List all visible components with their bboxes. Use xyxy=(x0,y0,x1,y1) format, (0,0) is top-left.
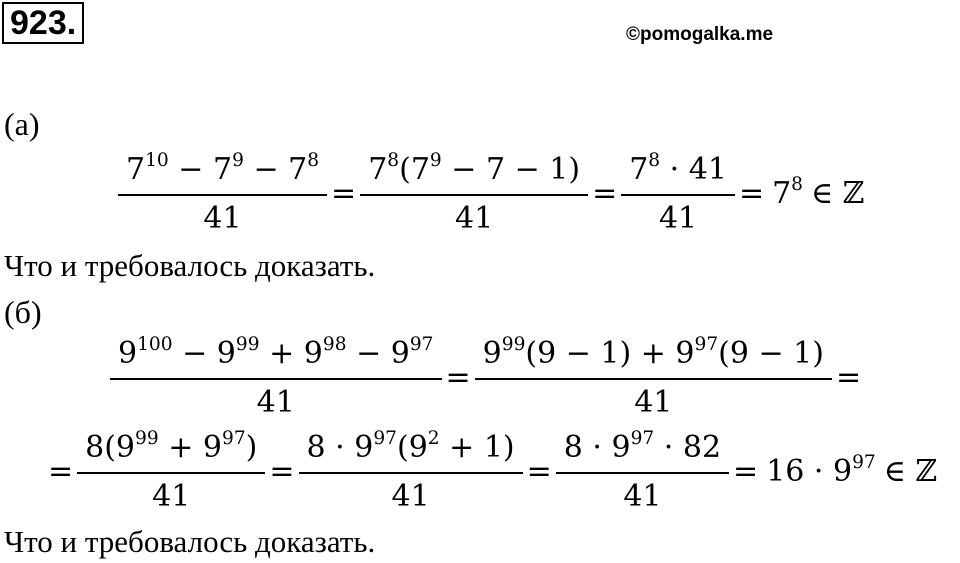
denominator: 41 xyxy=(360,194,588,236)
result: $7^8$ xyxy=(772,173,804,211)
part-b-equation-line-1 xyxy=(114,334,869,420)
part-a-label: (а) xyxy=(4,106,40,142)
denominator: 41 xyxy=(475,378,832,420)
in-integers: ∈ ℤ xyxy=(811,175,865,211)
equals-sign: = xyxy=(526,453,552,489)
denominator: 41 xyxy=(118,194,327,236)
fraction xyxy=(560,428,725,514)
equals-sign: = xyxy=(738,175,765,211)
equals-sign: = xyxy=(48,453,74,489)
denominator: 41 xyxy=(299,472,523,514)
part-a-equation xyxy=(122,150,873,236)
fraction xyxy=(303,428,519,514)
equals-sign: = xyxy=(592,175,618,211)
numerator: $8 \cdot 9^{97}(9^2 + 1)$ xyxy=(306,427,515,465)
equals-sign: = xyxy=(733,453,759,489)
fraction xyxy=(479,334,828,420)
part-b-equation-line-2 xyxy=(40,428,945,514)
numerator: $8 \cdot 9^{97} \cdot 82$ xyxy=(563,427,722,465)
equals-sign: = xyxy=(331,175,357,211)
in-integers: ∈ ℤ xyxy=(883,453,938,489)
part-b-conclusion: Что и требовалось доказать. xyxy=(4,524,376,559)
problem-number: 923. xyxy=(2,2,84,44)
part-a-conclusion: Что и требовалось доказать. xyxy=(4,248,376,283)
part-b-label: (б) xyxy=(4,294,42,330)
fraction xyxy=(122,150,323,236)
result: $16 \cdot 9^{97}$ xyxy=(766,451,876,489)
equals-sign: = xyxy=(445,359,471,395)
watermark: ©pomogalka.me xyxy=(626,24,774,45)
numerator: $9^{100} - 9^{99} + 9^{98} - 9^{97}$ xyxy=(118,333,434,371)
numerator: $7^8 \cdot 41$ xyxy=(629,149,727,187)
fraction xyxy=(81,428,261,514)
numerator: $7^{10} - 7^9 - 7^8$ xyxy=(126,149,320,187)
equals-sign: = xyxy=(835,359,862,395)
denominator: 41 xyxy=(77,472,265,514)
denominator: 41 xyxy=(110,378,442,420)
fraction xyxy=(114,334,438,420)
equals-sign: = xyxy=(269,453,295,489)
denominator: 41 xyxy=(556,472,729,514)
numerator: $9^{99}(9 - 1) + 9^{97}(9 - 1)$ xyxy=(482,333,824,371)
numerator: $7^8(7^9 - 7 - 1)$ xyxy=(368,149,581,187)
fraction xyxy=(625,150,731,236)
numerator: $8(9^{99} + 9^{97})$ xyxy=(85,427,258,465)
fraction xyxy=(364,150,584,236)
denominator: 41 xyxy=(621,194,735,236)
